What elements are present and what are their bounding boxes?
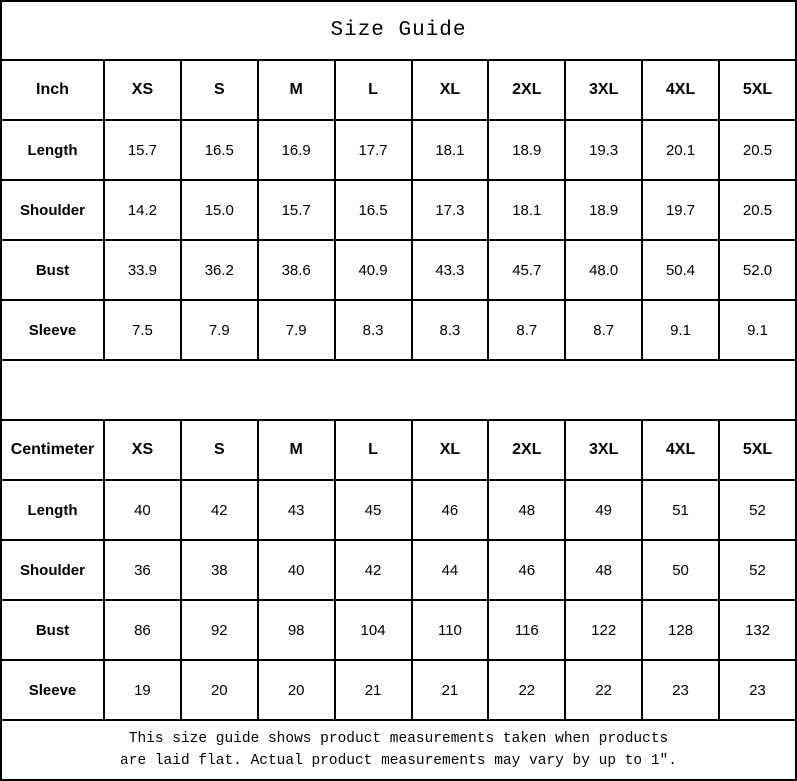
size-header-4xl: 4XL [642,420,719,480]
row-label: Sleeve [1,300,104,360]
measurement-cell: 20.1 [642,120,719,180]
row-label: Length [1,120,104,180]
table-gap [1,360,796,420]
row-label: Bust [1,240,104,300]
measurement-cell: 19.7 [642,180,719,240]
size-header-m: M [258,420,335,480]
footer-row [1,720,796,780]
measurement-cell: 7.9 [181,300,258,360]
measurement-cell: 52 [719,480,796,540]
measurement-cell: 14.2 [104,180,181,240]
measurement-cell: 43 [258,480,335,540]
size-header-l: L [335,60,412,120]
footer-line-1: This size guide shows product measurements taken when products [128,731,669,747]
table-row-cm-sleeve [1,660,796,720]
measurement-cell: 104 [335,600,412,660]
row-label: Length [1,480,104,540]
measurement-cell: 22 [488,660,565,720]
measurement-cell: 15.7 [104,120,181,180]
measurement-cell: 86 [104,600,181,660]
measurement-cell: 40 [104,480,181,540]
measurement-cell: 23 [642,660,719,720]
measurement-cell: 110 [412,600,489,660]
measurement-cell: 98 [258,600,335,660]
measurement-cell: 40.9 [335,240,412,300]
measurement-cell: 20.5 [719,120,796,180]
size-header-l: L [335,420,412,480]
size-header-5xl: 5XL [719,60,796,120]
measurement-cell: 50.4 [642,240,719,300]
table-row-cm-shoulder [1,540,796,600]
size-header-m: M [258,60,335,120]
measurement-cell: 15.7 [258,180,335,240]
measurement-cell: 42 [181,480,258,540]
measurement-cell: 17.7 [335,120,412,180]
size-header-xs: XS [104,60,181,120]
size-header-s: S [181,60,258,120]
measurement-cell: 45 [335,480,412,540]
measurement-cell: 20.5 [719,180,796,240]
size-header-s: S [181,420,258,480]
measurement-cell: 38 [181,540,258,600]
measurement-cell: 21 [412,660,489,720]
measurement-cell: 36.2 [181,240,258,300]
measurement-cell: 8.7 [488,300,565,360]
measurement-cell: 18.1 [412,120,489,180]
size-header-3xl: 3XL [565,60,642,120]
measurement-cell: 7.9 [258,300,335,360]
measurement-cell: 50 [642,540,719,600]
unit-header-inch: Inch [1,60,104,120]
cm-header-row [1,420,796,480]
measurement-cell: 9.1 [642,300,719,360]
measurement-cell: 16.5 [181,120,258,180]
size-header-2xl: 2XL [488,60,565,120]
measurement-cell: 116 [488,600,565,660]
inch-header-row [1,60,796,120]
measurement-cell: 8.3 [335,300,412,360]
measurement-cell: 19.3 [565,120,642,180]
measurement-cell: 22 [565,660,642,720]
measurement-cell: 48.0 [565,240,642,300]
size-header-4xl: 4XL [642,60,719,120]
title-row [1,1,796,60]
measurement-cell: 19 [104,660,181,720]
measurement-cell: 52 [719,540,796,600]
size-header-3xl: 3XL [565,420,642,480]
measurement-cell: 21 [335,660,412,720]
row-label: Shoulder [1,180,104,240]
footer-line-2: are laid flat. Actual product measurements may vary by up to 1″. [120,753,677,769]
measurement-cell: 92 [181,600,258,660]
measurement-cell: 48 [488,480,565,540]
measurement-cell: 49 [565,480,642,540]
measurement-cell: 23 [719,660,796,720]
measurement-cell: 36 [104,540,181,600]
measurement-cell: 44 [412,540,489,600]
measurement-cell: 51 [642,480,719,540]
measurement-cell: 52.0 [719,240,796,300]
size-header-xl: XL [412,60,489,120]
measurement-cell: 42 [335,540,412,600]
table-row-cm-bust [1,600,796,660]
size-header-xs: XS [104,420,181,480]
measurement-cell: 46 [488,540,565,600]
table-gap-row [1,360,796,420]
measurement-cell: 45.7 [488,240,565,300]
measurement-cell: 20 [258,660,335,720]
measurement-cell: 128 [642,600,719,660]
measurement-cell: 8.3 [412,300,489,360]
measurement-cell: 9.1 [719,300,796,360]
measurement-cell: 7.5 [104,300,181,360]
table-row-inch-bust [1,240,796,300]
measurement-cell: 43.3 [412,240,489,300]
measurement-cell: 48 [565,540,642,600]
row-label: Bust [1,600,104,660]
page-title: Size Guide [1,1,796,60]
row-label: Sleeve [1,660,104,720]
measurement-cell: 18.9 [565,180,642,240]
size-header-2xl: 2XL [488,420,565,480]
measurement-cell: 16.5 [335,180,412,240]
measurement-cell: 132 [719,600,796,660]
measurement-cell: 46 [412,480,489,540]
measurement-cell: 8.7 [565,300,642,360]
table-row-cm-length [1,480,796,540]
measurement-cell: 16.9 [258,120,335,180]
measurement-cell: 20 [181,660,258,720]
table-row-inch-sleeve [1,300,796,360]
footer-note [1,720,796,780]
measurement-cell: 33.9 [104,240,181,300]
measurement-cell: 38.6 [258,240,335,300]
size-header-5xl: 5XL [719,420,796,480]
measurement-cell: 40 [258,540,335,600]
measurement-cell: 15.0 [181,180,258,240]
table-row-inch-length [1,120,796,180]
table-row-inch-shoulder [1,180,796,240]
measurement-cell: 18.1 [488,180,565,240]
unit-header-centimeter: Centimeter [1,420,104,480]
size-header-xl: XL [412,420,489,480]
measurement-cell: 122 [565,600,642,660]
row-label: Shoulder [1,540,104,600]
measurement-cell: 17.3 [412,180,489,240]
measurement-cell: 18.9 [488,120,565,180]
